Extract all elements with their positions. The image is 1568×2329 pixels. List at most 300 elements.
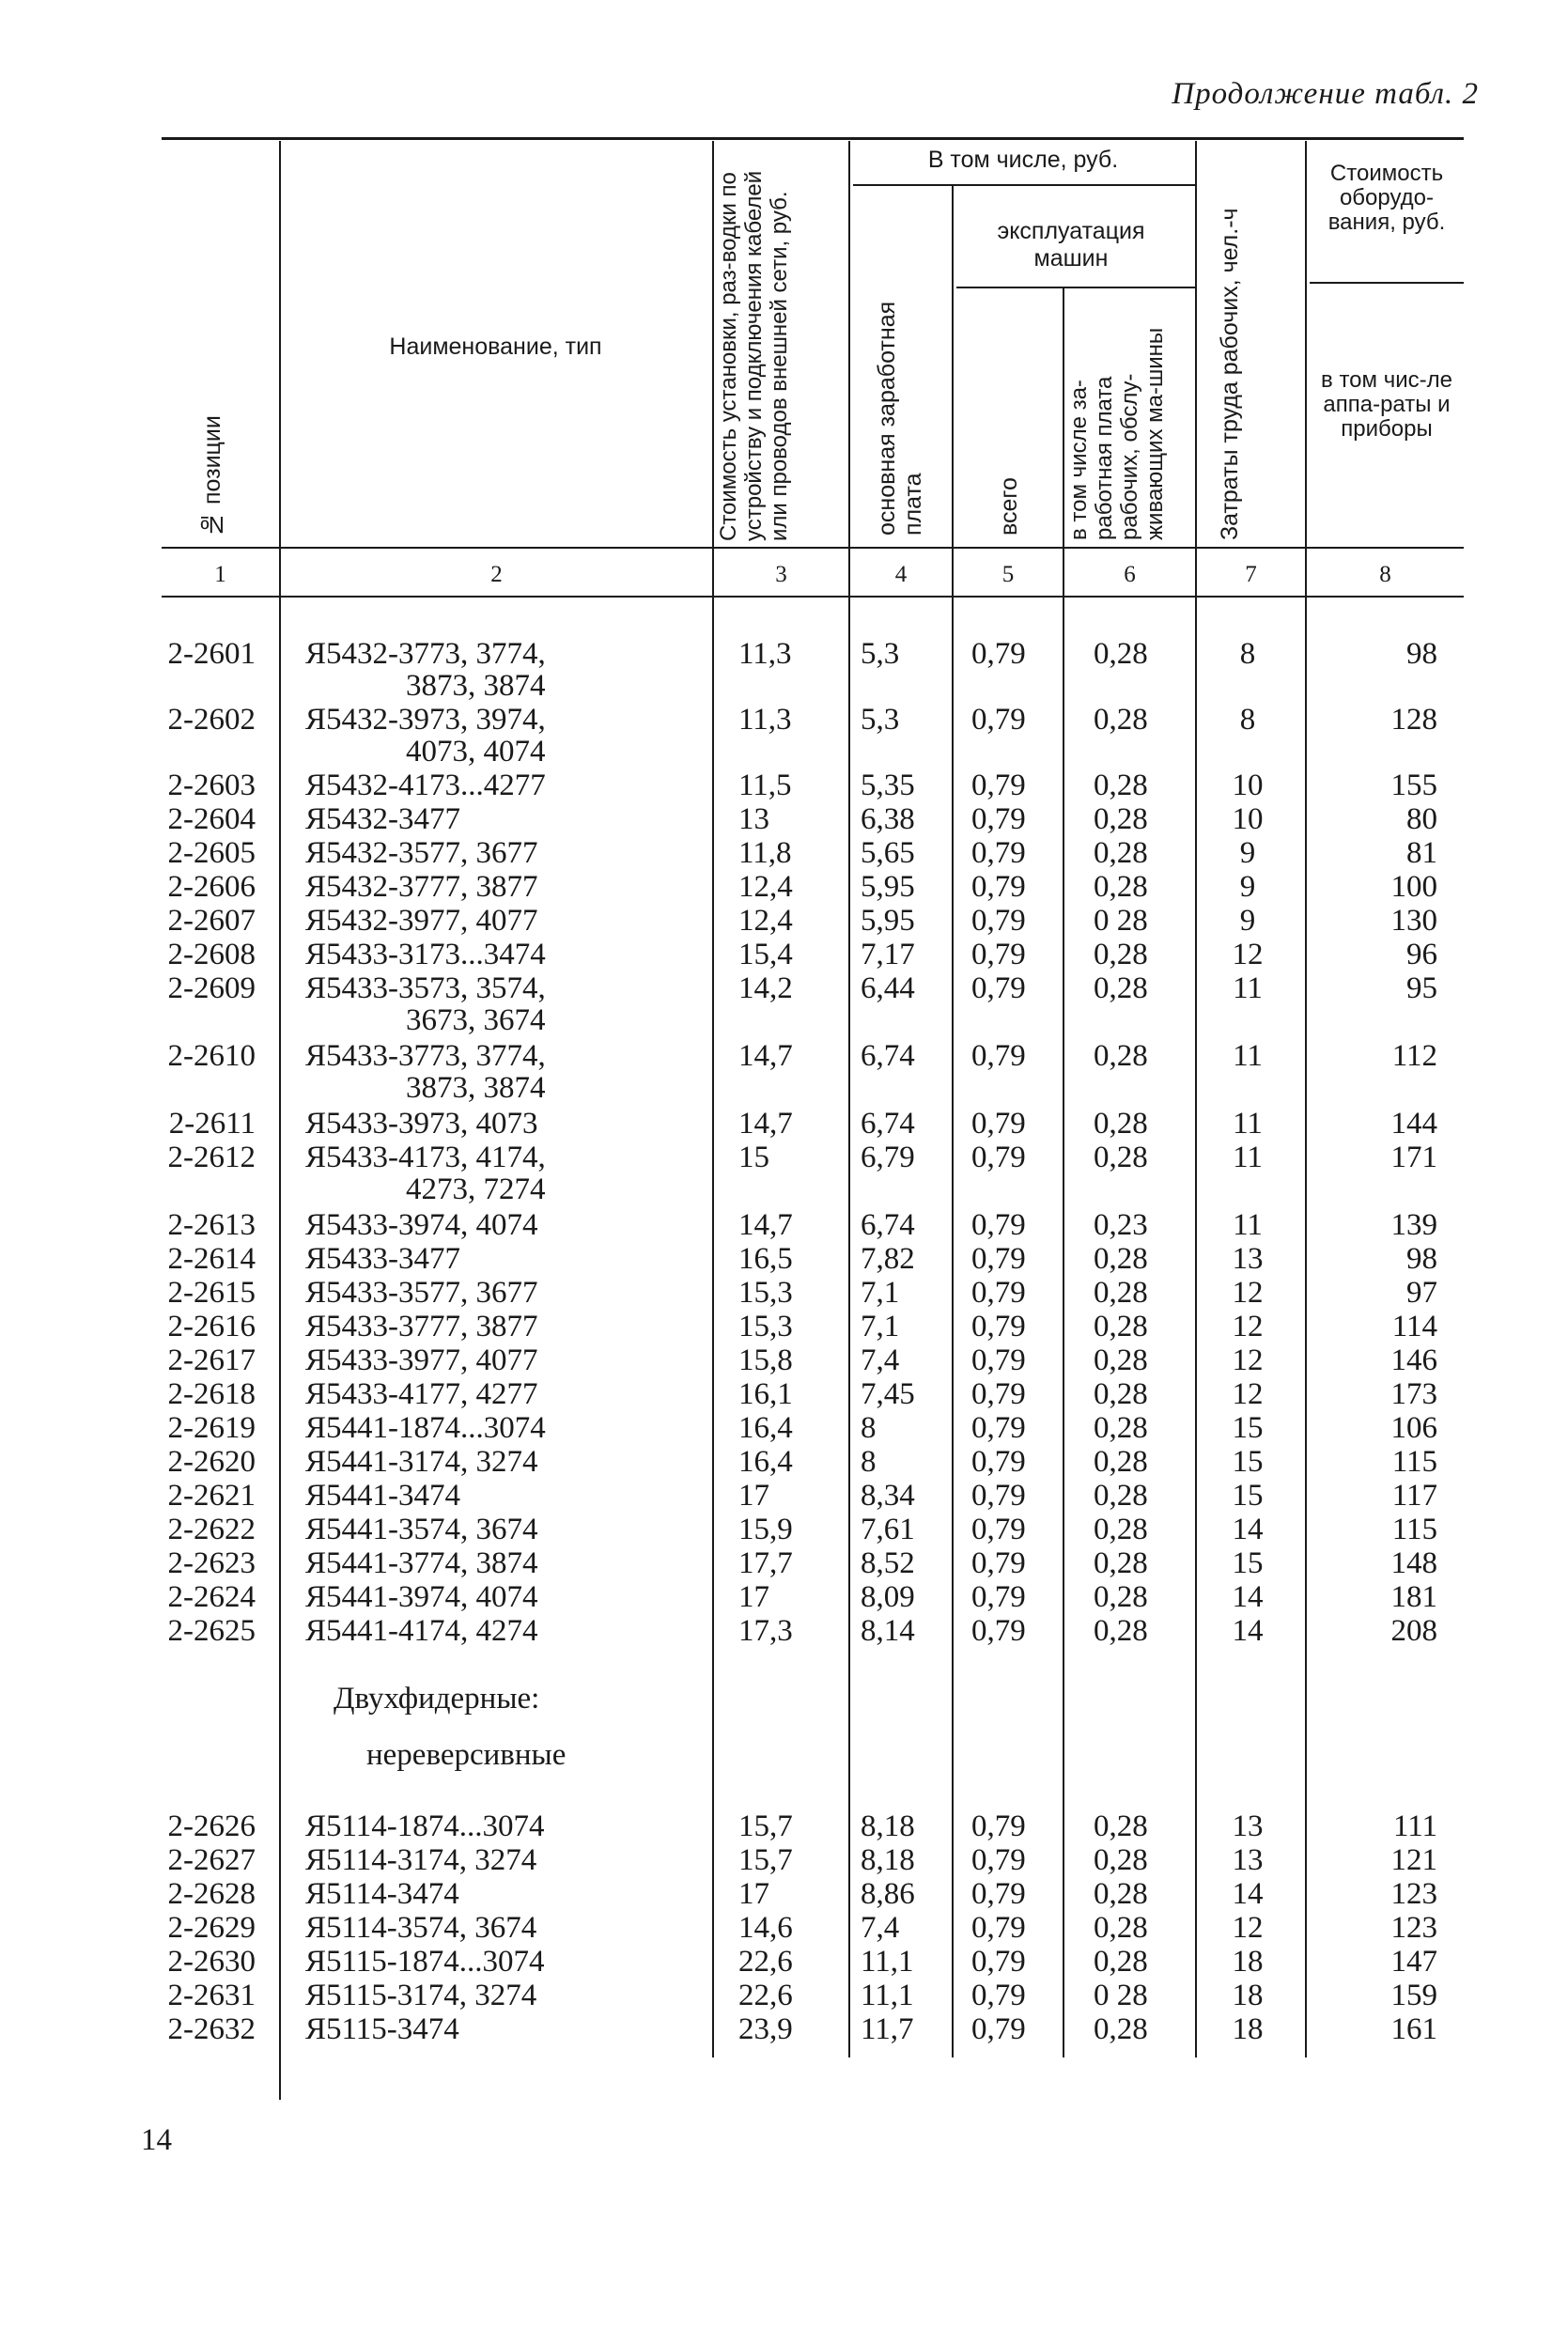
machine-wage-cell: 0,28: [1094, 1107, 1148, 1141]
name-cell: Я5433-3477: [305, 1242, 460, 1276]
machine-total-cell: 0,79: [971, 1911, 1026, 1945]
table-row: [0, 938, 1568, 971]
equipment-cost-cell: 106: [1390, 1411, 1437, 1445]
position-cell: 2-2612: [167, 1141, 256, 1174]
machine-total-cell: 0,79: [971, 1377, 1026, 1411]
machine-total-cell: 0,79: [971, 1546, 1026, 1580]
name-cell: Я5433-3973, 4073: [305, 1107, 538, 1141]
table-row: [0, 1843, 1568, 1877]
colnum-8: 8: [1379, 562, 1391, 587]
table-row: [0, 1039, 1568, 1105]
machine-wage-cell: 0,28: [1094, 1546, 1148, 1580]
labor-cost-cell: 8: [1239, 637, 1256, 671]
table-row: [0, 1911, 1568, 1945]
table-row: [0, 802, 1568, 836]
machine-total-cell: 0,79: [971, 802, 1026, 836]
section-title: Двухфидерные:: [334, 1682, 540, 1716]
machine-total-cell: 0,79: [971, 938, 1026, 971]
installation-cost-cell: 11,3: [738, 637, 792, 671]
installation-cost-cell: 12,4: [738, 870, 793, 904]
colnum-5: 5: [1001, 562, 1015, 587]
machine-total-cell: 0,79: [971, 971, 1026, 1005]
table-row: [0, 904, 1568, 938]
labor-cost-cell: 12: [1232, 938, 1264, 971]
table-row: [0, 1445, 1568, 1479]
equipment-cost-cell: 115: [1391, 1445, 1437, 1479]
machine-total-cell: 0,79: [971, 1945, 1026, 1979]
installation-cost-cell: 16,4: [738, 1411, 793, 1445]
machine-total-cell: 0,79: [971, 769, 1026, 802]
name-continuation-cell: 3873, 3874: [406, 1071, 546, 1105]
colnum-2: 2: [490, 562, 503, 587]
machine-total-cell: 0,79: [971, 1039, 1026, 1073]
labor-cost-cell: 11: [1233, 1039, 1263, 1073]
colnum-1: 1: [214, 562, 226, 587]
base-wage-cell: 6,74: [861, 1039, 915, 1073]
labor-cost-cell: 14: [1232, 1580, 1264, 1614]
installation-cost-cell: 17,7: [738, 1546, 793, 1580]
labor-cost-cell: 12: [1232, 1911, 1264, 1945]
installation-cost-cell: 16,1: [738, 1377, 793, 1411]
machine-wage-cell: 0,28: [1094, 1343, 1148, 1377]
table-row: [0, 1979, 1568, 2012]
equipment-cost-cell: 155: [1390, 769, 1437, 802]
installation-cost-cell: 12,4: [738, 904, 793, 938]
machine-total-cell: 0,79: [971, 1614, 1026, 1648]
equipment-cost-cell: 130: [1390, 904, 1437, 938]
header-machine-wage: в том числе за-работная плата рабочих, обслу-живающих ма-шины: [1066, 327, 1168, 540]
machine-total-cell: 0,79: [971, 1513, 1026, 1546]
name-continuation-cell: 3873, 3874: [406, 669, 546, 703]
name-cell: Я5433-4173, 4174,: [305, 1141, 546, 1174]
colnum-6: 6: [1124, 562, 1136, 587]
name-cell: Я5433-3777, 3877: [305, 1310, 538, 1343]
machine-wage-cell: 0,28: [1094, 870, 1148, 904]
labor-cost-cell: 9: [1239, 904, 1256, 938]
machine-total-cell: 0,79: [971, 1310, 1026, 1343]
machine-total-cell: 0,79: [971, 1343, 1026, 1377]
position-cell: 2-2628: [167, 1877, 256, 1911]
labor-cost-cell: 13: [1232, 1843, 1264, 1877]
position-cell: 2-2617: [167, 1343, 256, 1377]
machine-total-cell: 0,79: [971, 1580, 1026, 1614]
name-cell: Я5433-4177, 4277: [305, 1377, 538, 1411]
header-position-number: № позиции: [199, 415, 225, 537]
position-cell: 2-2609: [167, 971, 256, 1005]
position-cell: 2-2618: [167, 1377, 256, 1411]
table-row: [0, 637, 1568, 703]
equipment-cost-cell: 114: [1391, 1310, 1437, 1343]
labor-cost-cell: 9: [1239, 870, 1256, 904]
equipment-cost-cell: 95: [1406, 971, 1437, 1005]
equipment-cost-cell: 173: [1390, 1377, 1437, 1411]
installation-cost-cell: 22,6: [738, 1945, 793, 1979]
position-cell: 2-2625: [167, 1614, 256, 1648]
machine-wage-cell: 0,28: [1094, 971, 1148, 1005]
position-cell: 2-2607: [167, 904, 256, 938]
machine-total-cell: 0,79: [971, 904, 1026, 938]
position-cell: 2-2604: [167, 802, 256, 836]
labor-cost-cell: 10: [1232, 802, 1264, 836]
equipment-cost-cell: 139: [1390, 1208, 1437, 1242]
labor-cost-cell: 10: [1232, 769, 1264, 802]
base-wage-cell: 6,79: [861, 1141, 915, 1174]
base-wage-cell: 7,1: [861, 1310, 900, 1343]
machine-wage-cell: 0 28: [1094, 1979, 1148, 2012]
name-cell: Я5432-3773, 3774,: [305, 637, 546, 671]
table-row: [0, 971, 1568, 1037]
machine-wage-cell: 0,28: [1094, 2012, 1148, 2046]
base-wage-cell: 8,18: [861, 1809, 915, 1843]
machine-wage-cell: 0,28: [1094, 1411, 1148, 1445]
machine-total-cell: 0,79: [971, 870, 1026, 904]
group-rule-equipment: [1310, 282, 1464, 284]
name-cell: Я5433-3977, 4077: [305, 1343, 538, 1377]
base-wage-cell: 6,74: [861, 1107, 915, 1141]
table-continuation-caption: Продолжение табл. 2: [1172, 77, 1479, 111]
machine-wage-cell: 0,28: [1094, 1276, 1148, 1310]
machine-total-cell: 0,79: [971, 1479, 1026, 1513]
installation-cost-cell: 13: [738, 802, 769, 836]
equipment-cost-cell: 128: [1390, 703, 1437, 737]
name-cell: Я5441-3974, 4074: [305, 1580, 538, 1614]
machine-wage-cell: 0,28: [1094, 938, 1148, 971]
equipment-cost-cell: 123: [1390, 1911, 1437, 1945]
name-cell: Я5114-3474: [305, 1877, 459, 1911]
base-wage-cell: 5,35: [861, 769, 915, 802]
machine-wage-cell: 0,28: [1094, 637, 1148, 671]
col-divider-2: [712, 141, 714, 2057]
base-wage-cell: 7,4: [861, 1343, 900, 1377]
installation-cost-cell: 17: [738, 1479, 769, 1513]
machine-total-cell: 0,79: [971, 1276, 1026, 1310]
installation-cost-cell: 14,2: [738, 971, 793, 1005]
equipment-cost-cell: 98: [1406, 637, 1437, 671]
table-row: [0, 1377, 1568, 1411]
machine-total-cell: 0,79: [971, 1242, 1026, 1276]
position-cell: 2-2620: [167, 1445, 256, 1479]
machine-wage-cell: 0,28: [1094, 1039, 1148, 1073]
labor-cost-cell: 15: [1232, 1546, 1264, 1580]
table-row: [0, 1546, 1568, 1580]
equipment-cost-cell: 159: [1390, 1979, 1437, 2012]
table-row: [0, 1877, 1568, 1911]
equipment-cost-cell: 100: [1390, 870, 1437, 904]
equipment-cost-cell: 181: [1390, 1580, 1437, 1614]
installation-cost-cell: 17,3: [738, 1614, 793, 1648]
labor-cost-cell: 14: [1232, 1513, 1264, 1546]
table-row: [0, 1343, 1568, 1377]
base-wage-cell: 8: [861, 1445, 877, 1479]
installation-cost-cell: 15,9: [738, 1513, 793, 1546]
machine-total-cell: 0,79: [971, 637, 1026, 671]
position-cell: 2-2632: [167, 2012, 256, 2046]
base-wage-cell: 11,7: [861, 2012, 914, 2046]
base-wage-cell: 5,95: [861, 904, 915, 938]
labor-cost-cell: 11: [1233, 1107, 1263, 1141]
installation-cost-cell: 14,6: [738, 1911, 793, 1945]
base-wage-cell: 5,3: [861, 637, 900, 671]
position-cell: 2-2615: [167, 1276, 256, 1310]
header-in-that-rub: В том числе, руб.: [927, 147, 1119, 173]
header-bottom-rule: [162, 547, 1464, 549]
position-cell: 2-2624: [167, 1580, 256, 1614]
labor-cost-cell: 14: [1232, 1877, 1264, 1911]
name-cell: Я5441-3174, 3274: [305, 1445, 538, 1479]
machine-total-cell: 0,79: [971, 836, 1026, 870]
header-installation-cost: Стоимость установки, раз-водки по устройству и подключения кабелей или проводов внешней сети, руб.: [716, 170, 792, 541]
position-cell: 2-2602: [167, 703, 256, 737]
header-labor-cost: Затраты труда рабочих, чел.-ч: [1217, 208, 1243, 540]
labor-cost-cell: 11: [1233, 1208, 1263, 1242]
name-cell: Я5433-3173...3474: [305, 938, 546, 971]
name-continuation-cell: 3673, 3674: [406, 1003, 546, 1037]
labor-cost-cell: 15: [1232, 1445, 1264, 1479]
page-number: 14: [141, 2123, 172, 2157]
labor-cost-cell: 14: [1232, 1614, 1264, 1648]
base-wage-cell: 7,4: [861, 1911, 900, 1945]
installation-cost-cell: 15,3: [738, 1310, 793, 1343]
table-row: [0, 769, 1568, 802]
installation-cost-cell: 17: [738, 1580, 769, 1614]
name-cell: Я5114-1874...3074: [305, 1809, 545, 1843]
base-wage-cell: 8,86: [861, 1877, 915, 1911]
section-subtitle: нереверсивные: [366, 1738, 567, 1772]
equipment-cost-cell: 117: [1391, 1479, 1437, 1513]
table-row: [0, 1242, 1568, 1276]
position-cell: 2-2631: [167, 1979, 256, 2012]
position-cell: 2-2608: [167, 938, 256, 971]
table-row: [0, 1945, 1568, 1979]
table-row: [0, 1809, 1568, 1843]
equipment-cost-cell: 147: [1390, 1945, 1437, 1979]
equipment-cost-cell: 144: [1390, 1107, 1437, 1141]
position-cell: 2-2627: [167, 1843, 256, 1877]
table-row: [0, 870, 1568, 904]
machine-wage-cell: 0,23: [1094, 1208, 1148, 1242]
position-cell: 2-2605: [167, 836, 256, 870]
labor-cost-cell: 9: [1239, 836, 1256, 870]
machine-wage-cell: 0,28: [1094, 1843, 1148, 1877]
position-cell: 2-2623: [167, 1546, 256, 1580]
installation-cost-cell: 16,5: [738, 1242, 793, 1276]
base-wage-cell: 5,65: [861, 836, 915, 870]
labor-cost-cell: 13: [1232, 1809, 1264, 1843]
col-divider-3: [848, 141, 850, 2057]
name-continuation-cell: 4273, 7274: [406, 1172, 546, 1206]
base-wage-cell: 8: [861, 1411, 877, 1445]
installation-cost-cell: 15,7: [738, 1809, 793, 1843]
name-cell: Я5441-1874...3074: [305, 1411, 546, 1445]
labor-cost-cell: 15: [1232, 1411, 1264, 1445]
position-cell: 2-2610: [167, 1039, 256, 1073]
equipment-cost-cell: 161: [1390, 2012, 1437, 2046]
equipment-cost-cell: 112: [1391, 1039, 1437, 1073]
position-cell: 2-2630: [167, 1945, 256, 1979]
machine-total-cell: 0,79: [971, 1107, 1026, 1141]
colnum-bottom-rule: [162, 596, 1464, 598]
name-continuation-cell: 4073, 4074: [406, 735, 546, 769]
machine-wage-cell: 0,28: [1094, 1580, 1148, 1614]
header-apparatus: в том чис-ле аппа-раты и приборы: [1321, 367, 1452, 442]
base-wage-cell: 6,74: [861, 1208, 915, 1242]
position-cell: 2-2613: [167, 1208, 256, 1242]
table-row: [0, 1479, 1568, 1513]
machine-wage-cell: 0,28: [1094, 1310, 1148, 1343]
name-cell: Я5441-3574, 3674: [305, 1513, 538, 1546]
machine-wage-cell: 0,28: [1094, 769, 1148, 802]
equipment-cost-cell: 148: [1390, 1546, 1437, 1580]
labor-cost-cell: 13: [1232, 1242, 1264, 1276]
installation-cost-cell: 17: [738, 1877, 769, 1911]
machine-wage-cell: 0,28: [1094, 703, 1148, 737]
machine-wage-cell: 0,28: [1094, 836, 1148, 870]
header-equipment-cost: Стоимость оборудо-вания, руб.: [1327, 161, 1446, 235]
machine-total-cell: 0,79: [971, 703, 1026, 737]
equipment-cost-cell: 115: [1391, 1513, 1437, 1546]
equipment-cost-cell: 80: [1406, 802, 1437, 836]
table-row: [0, 2012, 1568, 2046]
name-cell: Я5114-3174, 3274: [305, 1843, 537, 1877]
installation-cost-cell: 15,7: [738, 1843, 793, 1877]
header-machine-operation: эксплуатация машин: [997, 218, 1145, 272]
machine-total-cell: 0,79: [971, 1208, 1026, 1242]
name-cell: Я5441-3774, 3874: [305, 1546, 538, 1580]
labor-cost-cell: 11: [1233, 1141, 1263, 1174]
table-row: [0, 1411, 1568, 1445]
machine-wage-cell: 0,28: [1094, 1911, 1148, 1945]
table-row: [0, 1580, 1568, 1614]
table-row: [0, 1310, 1568, 1343]
machine-total-cell: 0,79: [971, 1809, 1026, 1843]
table-row: [0, 1513, 1568, 1546]
installation-cost-cell: 15: [738, 1141, 769, 1174]
name-cell: Я5441-4174, 4274: [305, 1614, 538, 1648]
base-wage-cell: 6,38: [861, 802, 915, 836]
position-cell: 2-2622: [167, 1513, 256, 1546]
name-cell: Я5432-3777, 3877: [305, 870, 538, 904]
position-cell: 2-2603: [167, 769, 256, 802]
installation-cost-cell: 23,9: [738, 2012, 793, 2046]
position-cell: 2-2606: [167, 870, 256, 904]
position-cell: 2-2621: [167, 1479, 256, 1513]
base-wage-cell: 8,52: [861, 1546, 915, 1580]
base-wage-cell: 8,09: [861, 1580, 915, 1614]
labor-cost-cell: 18: [1232, 2012, 1264, 2046]
base-wage-cell: 7,61: [861, 1513, 915, 1546]
machine-wage-cell: 0 28: [1094, 904, 1148, 938]
name-cell: Я5432-3977, 4077: [305, 904, 538, 938]
colnum-4: 4: [894, 562, 908, 587]
table-row: [0, 1141, 1568, 1206]
table-row: [0, 1208, 1568, 1242]
name-cell: Я5114-3574, 3674: [305, 1911, 537, 1945]
machine-total-cell: 0,79: [971, 1877, 1026, 1911]
labor-cost-cell: 15: [1232, 1479, 1264, 1513]
base-wage-cell: 11,1: [861, 1945, 914, 1979]
name-cell: Я5432-3577, 3677: [305, 836, 538, 870]
equipment-cost-cell: 98: [1406, 1242, 1437, 1276]
equipment-cost-cell: 121: [1390, 1843, 1437, 1877]
table-row: [0, 836, 1568, 870]
labor-cost-cell: 12: [1232, 1310, 1264, 1343]
machine-total-cell: 0,79: [971, 1979, 1026, 2012]
machine-wage-cell: 0,28: [1094, 1877, 1148, 1911]
name-cell: Я5433-3577, 3677: [305, 1276, 538, 1310]
position-cell: 2-2629: [167, 1911, 256, 1945]
machine-wage-cell: 0,28: [1094, 1809, 1148, 1843]
machine-wage-cell: 0,28: [1094, 1242, 1148, 1276]
base-wage-cell: 6,44: [861, 971, 915, 1005]
base-wage-cell: 8,18: [861, 1843, 915, 1877]
name-cell: Я5433-3573, 3574,: [305, 971, 546, 1005]
labor-cost-cell: 8: [1239, 703, 1256, 737]
name-cell: Я5432-3973, 3974,: [305, 703, 546, 737]
machine-wage-cell: 0,28: [1094, 1614, 1148, 1648]
position-cell: 2-2616: [167, 1310, 256, 1343]
equipment-cost-cell: 96: [1406, 938, 1437, 971]
position-cell: 2-2626: [167, 1809, 256, 1843]
base-wage-cell: 8,34: [861, 1479, 915, 1513]
equipment-cost-cell: 146: [1390, 1343, 1437, 1377]
position-cell: 2-2614: [167, 1242, 256, 1276]
labor-cost-cell: 18: [1232, 1945, 1264, 1979]
base-wage-cell: 5,3: [861, 703, 900, 737]
name-cell: Я5115-3474: [305, 2012, 459, 2046]
header-total: всего: [996, 477, 1022, 536]
labor-cost-cell: 18: [1232, 1979, 1264, 2012]
installation-cost-cell: 14,7: [738, 1208, 793, 1242]
position-cell: 2-2601: [167, 637, 256, 671]
base-wage-cell: 11,1: [861, 1979, 914, 2012]
equipment-cost-cell: 81: [1406, 836, 1437, 870]
position-cell: 2-2611: [168, 1107, 256, 1141]
labor-cost-cell: 12: [1232, 1343, 1264, 1377]
installation-cost-cell: 15,8: [738, 1343, 793, 1377]
installation-cost-cell: 11,5: [738, 769, 792, 802]
base-wage-cell: 7,1: [861, 1276, 900, 1310]
header-name-type: Наименование, тип: [389, 334, 602, 360]
colnum-3: 3: [775, 562, 787, 587]
machine-total-cell: 0,79: [971, 2012, 1026, 2046]
group-rule-in-that: [853, 184, 1197, 186]
group-rule-machines: [956, 287, 1197, 288]
installation-cost-cell: 15,3: [738, 1276, 793, 1310]
equipment-cost-cell: 208: [1390, 1614, 1437, 1648]
base-wage-cell: 5,95: [861, 870, 915, 904]
col-divider-6: [1195, 141, 1197, 2057]
table-row: [0, 1614, 1568, 1648]
labor-cost-cell: 12: [1232, 1276, 1264, 1310]
installation-cost-cell: 14,7: [738, 1107, 793, 1141]
name-cell: Я5433-3773, 3774,: [305, 1039, 546, 1073]
base-wage-cell: 7,82: [861, 1242, 915, 1276]
equipment-cost-cell: 111: [1392, 1809, 1437, 1843]
name-cell: Я5432-3477: [305, 802, 460, 836]
installation-cost-cell: 15,4: [738, 938, 793, 971]
name-cell: Я5432-4173...4277: [305, 769, 546, 802]
position-cell: 2-2619: [167, 1411, 256, 1445]
labor-cost-cell: 12: [1232, 1377, 1264, 1411]
table-top-rule: [162, 137, 1464, 140]
name-cell: Я5441-3474: [305, 1479, 460, 1513]
machine-wage-cell: 0,28: [1094, 802, 1148, 836]
equipment-cost-cell: 123: [1390, 1877, 1437, 1911]
machine-wage-cell: 0,28: [1094, 1445, 1148, 1479]
labor-cost-cell: 11: [1233, 971, 1263, 1005]
installation-cost-cell: 16,4: [738, 1445, 793, 1479]
machine-total-cell: 0,79: [971, 1843, 1026, 1877]
